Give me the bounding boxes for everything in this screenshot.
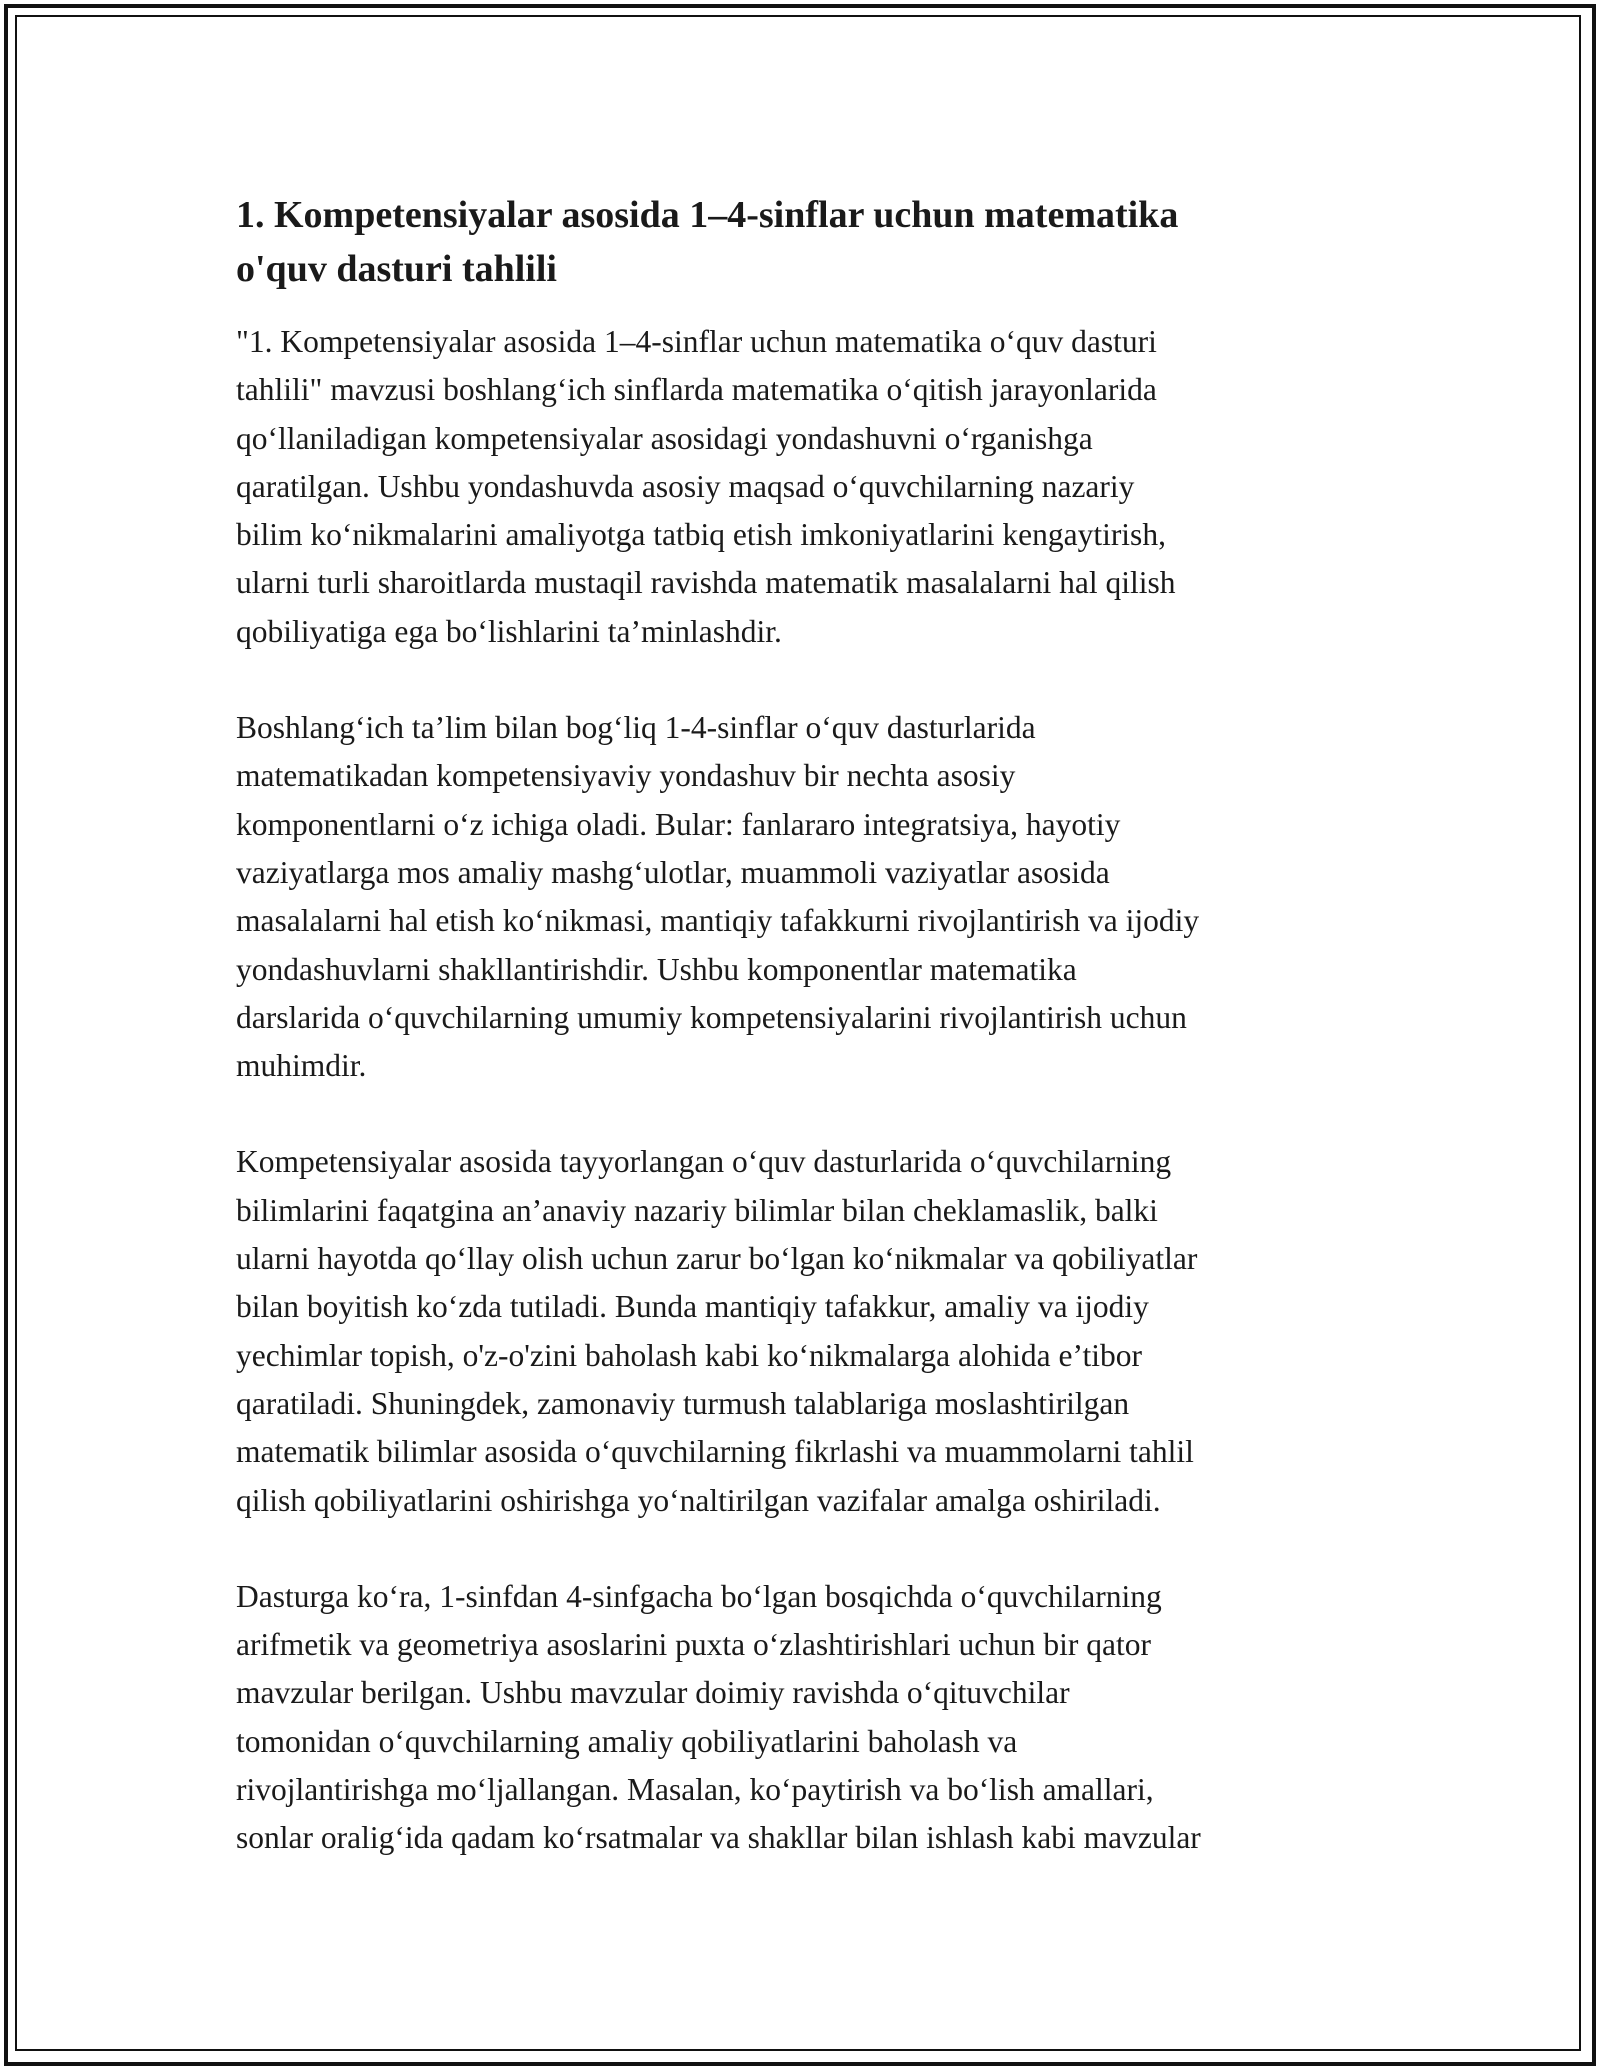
paragraph-line: Kompetensiyalar asosida tayyorlangan o‘quv dasturlarida o‘quvchilarning (236, 1144, 1172, 1180)
paragraph-line: bilim ko‘nikmalarini amaliyotga tatbiq etish imkoniyatlarini kengaytirish, (236, 517, 1166, 553)
paragraph-4 (236, 1573, 1366, 1863)
paragraph-line: masalalarni hal etish ko‘nikmasi, mantiqiy tafakkurni rivojlantirish va ijodiy (236, 903, 1200, 939)
section-title (236, 188, 1366, 296)
paragraph-line: sonlar oralig‘ida qadam ko‘rsatmalar va shakllar bilan ishlash kabi mavzular (236, 1820, 1201, 1856)
paragraph-line: yondashuvlarni shakllantirishdir. Ushbu komponentlar matematika (236, 951, 1077, 987)
paragraph-line: qaratiladi. Shuningdek, zamonaviy turmush talablariga moslashtirilgan (236, 1385, 1130, 1421)
paragraph-line: Boshlang‘ich ta’lim bilan bog‘liq 1-4-sinflar o‘quv dasturlarida (236, 710, 1036, 746)
paragraph-2 (236, 704, 1366, 1090)
paragraph-1 (236, 318, 1366, 656)
paragraph-line: "1. Kompetensiyalar asosida 1–4-sinflar uchun matematika o‘quv dasturi (236, 324, 1157, 359)
paragraph-line: Dasturga ko‘ra, 1-sinfdan 4-sinfgacha bo‘lgan bosqichda o‘quvchilarning (236, 1578, 1162, 1614)
document-body (236, 188, 1366, 1863)
paragraph-line: komponentlarni o‘z ichiga oladi. Bular: fanlararo integratsiya, hayotiy (236, 806, 1121, 842)
paragraph-line: bilan boyitish ko‘zda tutiladi. Bunda mantiqiy tafakkur, amaliy va ijodiy (236, 1289, 1149, 1325)
paragraph-line: bilimlarini faqatgina an’anaviy nazariy bilimlar bilan cheklamaslik, balki (236, 1192, 1158, 1228)
paragraph-line: muhimdir. (236, 1048, 367, 1084)
paragraph-3 (236, 1138, 1366, 1524)
paragraph-line: qo‘llaniladigan kompetensiyalar asosidagi yondashuvni o‘rganishga (236, 420, 1093, 456)
paragraph-line: tahlili" mavzusi boshlang‘ich sinflarda matematika o‘qitish jarayonlarida (236, 372, 1157, 408)
paragraph-line: rivojlantirishga mo‘ljallangan. Masalan, ko‘paytirish va bo‘lish amallari, (236, 1772, 1154, 1808)
paragraph-line: tomonidan o‘quvchilarning amaliy qobiliyatlarini baholash va (236, 1723, 1018, 1759)
paragraph-line: yechimlar topish, o'z-o'zini baholash kabi ko‘nikmalarga alohida e’tibor (236, 1337, 1142, 1373)
paragraph-line: qobiliyatiga ega bo‘lishlarini ta’minlashdir. (236, 613, 782, 649)
paragraph-line: ularni turli sharoitlarda mustaqil ravishda matematik masalalarni hal qilish (236, 565, 1176, 601)
paragraph-line: arifmetik va geometriya asoslarini puxta o‘zlashtirishlari uchun bir qator (236, 1627, 1151, 1663)
paragraph-line: mavzular berilgan. Ushbu mavzular doimiy ravishda o‘qituvchilar (236, 1675, 1070, 1711)
section-title-line-2: o'quv dasturi tahlili (236, 248, 557, 290)
paragraph-line: qaratilgan. Ushbu yondashuvda asosiy maqsad o‘quvchilarning nazariy (236, 468, 1135, 504)
paragraph-line: matematik bilimlar asosida o‘quvchilarning fikrlashi va muammolarni tahlil (236, 1434, 1194, 1470)
paragraph-line: darslarida o‘quvchilarning umumiy kompetensiyalarini rivojlantirish uchun (236, 999, 1187, 1035)
paragraph-line: vaziyatlarga mos amaliy mashg‘ulotlar, muammoli vaziyatlar asosida (236, 854, 1110, 890)
section-title-line-1: 1. Kompetensiyalar asosida 1–4-sinflar uchun matematika (236, 194, 1179, 236)
paragraph-line: qilish qobiliyatlarini oshirishga yo‘naltirilgan vazifalar amalga oshiriladi. (236, 1482, 1161, 1518)
paragraph-line: ularni hayotda qo‘llay olish uchun zarur bo‘lgan ko‘nikmalar va qobiliyatlar (236, 1241, 1198, 1277)
paragraph-line: matematikadan kompetensiyaviy yondashuv bir nechta asosiy (236, 758, 1016, 794)
